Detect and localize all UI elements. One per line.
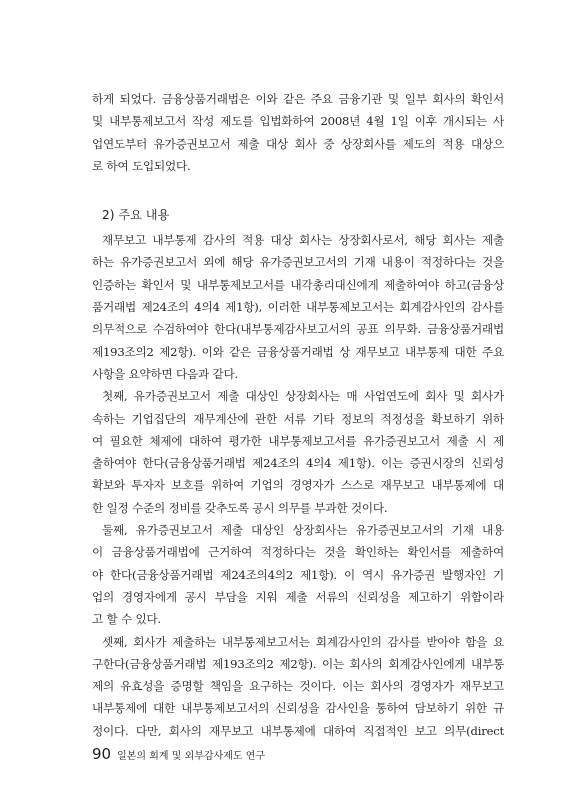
- text-line: 품거래법 제24조의 4의4 제1항), 이러한 내부통제보고서는 회계감사인의 감사를: [92, 300, 504, 315]
- paragraph-overview: [92, 229, 504, 385]
- text-line: 로 하여 도입되었다.: [92, 158, 191, 173]
- text-line: 구한다(금융상품거래법 제193조의2 제2항). 이는 회사의 회계감사인에게 내부통: [92, 656, 504, 671]
- text-line: 고 할 수 있다.: [92, 612, 161, 627]
- text-line: 재무보고 내부통제 감사의 적용 대상 회사는 상장회사로서, 해당 회사는 제출: [102, 233, 504, 248]
- paragraph-third: [92, 631, 504, 742]
- intro-paragraph: [92, 88, 504, 177]
- text-line: 확보와 투자자 보호를 위하여 기업의 경영자가 스스로 재무보고 내부통제에 대: [92, 478, 504, 493]
- text-line: 사항을 요약하면 다음과 같다.: [92, 366, 238, 381]
- text-line: 내부통제에 대한 내부통제보고서의 신뢰성을 감사인을 통하여 담보하기 위한 규: [92, 701, 504, 716]
- text-line: 업의 경영자에게 공시 부담을 지워 제출 서류의 신뢰성을 제고하기 위함이라: [92, 589, 504, 604]
- text-line: 하는 유가증권보고서 외에 해당 유가증권보고서의 기재 내용이 적정하다는 것을: [92, 255, 504, 270]
- page-body: [92, 88, 504, 742]
- text-line: 둘째, 유가증권보고서 제출 대상인 상장회사는 유가증권보고서의 기재 내용: [102, 523, 504, 538]
- text-line: 이 금융상품거래법에 근거하여 적정하다는 것을 확인하는 확인서를 제출하여: [92, 545, 504, 560]
- page-footer: [92, 745, 265, 763]
- paragraph-second: [92, 519, 504, 630]
- text-line: 제의 유효성을 증명할 책임을 요구하는 것이다. 이는 회사의 경영자가 재무보고: [92, 679, 504, 694]
- text-line: 하게 되었다. 금융상품거래법은 이와 같은 주요 금융기관 및 일부 회사의 확인서: [92, 92, 504, 106]
- text-line: 셋째, 회사가 제출하는 내부통제보고서는 회계감사인의 감사를 받아야 함을 요: [102, 634, 504, 649]
- page-number: 90: [92, 745, 112, 763]
- text-line: 정이다. 다만, 회사의 재무보고 내부통제에 대하여 직접적인 보고 의무(direct: [92, 723, 504, 738]
- text-line: 속하는 기업집단의 재무계산에 관한 서류 기타 정보의 적정성을 확보하기 위하: [92, 411, 504, 426]
- text-line: 의무적으로 수검하여야 한다(내부통제감사보고서의 공표 의무화. 금융상품거래법: [92, 322, 504, 337]
- text-line: 업연도부터 유가증권보고서 제출 대상 회사 중 상장회사를 제도의 적용 대상으: [92, 136, 504, 151]
- text-line: 한 일정 수준의 정비를 갖추도록 공시 의무를 부과한 것이다.: [92, 500, 388, 515]
- text-line: 및 내부통제보고서 작성 제도를 입법화하여 2008년 4월 1일 이후 개시되는 사: [92, 114, 504, 129]
- text-line: 첫째, 유가증권보고서 제출 대상인 상장회사는 매 사업연도에 회사 및 회사가: [102, 389, 504, 404]
- running-title: 일본의 회계 및 외부감사제도 연구: [117, 751, 266, 762]
- text-line: 인증하는 확인서 및 내부통제보고서를 내각총리대신에게 제출하여야 하고(금융상: [92, 277, 504, 292]
- text-line: 야 한다(금융상품거래법 제24조의4의2 제1항). 이 역시 유가증권 발행자인 기: [92, 567, 504, 582]
- text-line: 제193조의2 제2항). 이와 같은 금융상품거래법 상 재무보고 내부통제 대한 주요: [92, 344, 504, 359]
- section-heading: 2) 주요 내용: [102, 208, 170, 223]
- paragraph-first: [92, 385, 504, 519]
- text-line: 출하여야 한다(금융상품거래법 제24조의 4의4 제1항). 이는 증권시장의 신뢰성: [92, 456, 504, 471]
- text-line: 여 필요한 체제에 대하여 평가한 내부통제보고서를 유가증권보고서 제출 시 제: [92, 433, 504, 448]
